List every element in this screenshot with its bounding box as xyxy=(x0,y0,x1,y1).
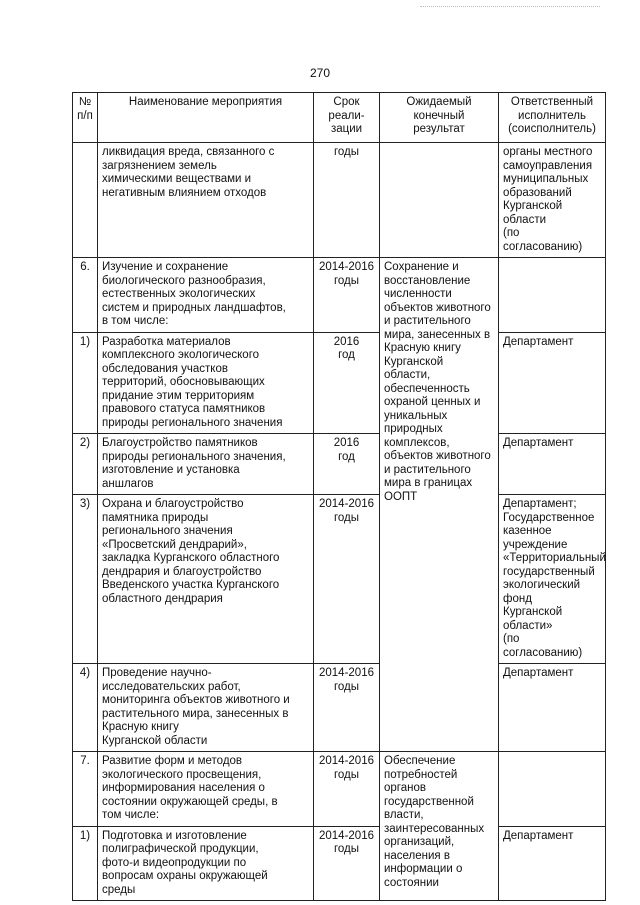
row-name: Охрана и благоустройство памятника природы регионального значения «Просветский дендрарий», закладка Курганского областного дендрария и благоустройство Введенского участка Курганского областного дендрария xyxy=(98,495,314,664)
row-executor: Департамент xyxy=(499,434,606,495)
row-result: Сохранение и восстановление численности объектов животного и растительного мира, занесенных в Красную книгу Курганской области, обеспеченность охраной ценных и уникальных природных комплексов, объектов животного и растительного мира в границах ООПТ xyxy=(380,258,499,752)
row-num: 2) xyxy=(73,434,98,495)
row-term: 2014-2016 годы xyxy=(314,664,380,752)
table-row xyxy=(73,258,606,333)
row-executor: органы местного самоуправления муниципальных образований Курганской области (по согласованию) xyxy=(499,143,606,258)
row-term: 2014-2016 годы xyxy=(314,826,380,901)
header-result: Ожидаемый конечный результат xyxy=(380,93,499,143)
row-name: Проведение научно- исследовательских работ, мониторинга объектов животного и растительного мира, занесенных в Красную книгу Курганской области xyxy=(98,664,314,752)
header-executor: Ответственный исполнитель (соисполнитель) xyxy=(499,93,606,143)
row-num: 7. xyxy=(73,752,98,827)
scan-artifact xyxy=(420,6,600,10)
row-executor: Департамент xyxy=(499,826,606,901)
table-row xyxy=(73,143,606,258)
table-row xyxy=(73,495,606,664)
page-number: 270 xyxy=(309,66,331,80)
row-name: Благоустройство памятников природы регионального значения, изготовление и установка аншлагов xyxy=(98,434,314,495)
row-term: 2016 год xyxy=(314,434,380,495)
row-term: годы xyxy=(314,143,380,258)
row-name: Развитие форм и методов экологического просвещения, информирования населения о состоянии окружающей среды, в том числе: xyxy=(98,752,314,827)
row-name: Изучение и сохранение биологического разнообразия, естественных экологических систем и природных ландшафтов, в том числе: xyxy=(98,258,314,333)
row-term: 2014-2016 годы xyxy=(314,752,380,827)
row-name: Подготовка и изготовление полиграфической продукции, фото-и видеопродукции по вопросам охраны окружающей среды xyxy=(98,826,314,901)
row-num: 1) xyxy=(73,826,98,901)
header-term: Срок реали- зации xyxy=(314,93,380,143)
row-result: Обеспечение потребностей органов государственной власти, заинтересованных организаций, населения в информации о состоянии xyxy=(380,752,499,901)
table-row xyxy=(73,664,606,752)
row-executor xyxy=(499,258,606,333)
row-num: 1) xyxy=(73,332,98,434)
measures-table xyxy=(72,92,606,901)
row-num: 6. xyxy=(73,258,98,333)
table-header-row xyxy=(73,93,606,143)
row-executor: Департамент xyxy=(499,664,606,752)
table-row xyxy=(73,434,606,495)
row-num: 3) xyxy=(73,495,98,664)
row-num xyxy=(73,143,98,258)
row-result xyxy=(380,143,499,258)
table-row xyxy=(73,752,606,827)
row-num: 4) xyxy=(73,664,98,752)
row-term: 2014-2016 годы xyxy=(314,495,380,664)
table-row xyxy=(73,826,606,901)
row-executor: Департамент; Государственное казенное учреждение «Территориальный государственный экологический фонд Курганской области» (по согласованию) xyxy=(499,495,606,664)
header-name: Наименование мероприятия xyxy=(98,93,314,143)
row-executor xyxy=(499,752,606,827)
header-num: № п/п xyxy=(73,93,98,143)
table-row xyxy=(73,332,606,434)
row-name: ликвидация вреда, связанного с загрязнением земель химическими веществами и негативным влиянием отходов xyxy=(98,143,314,258)
row-term: 2016 год xyxy=(314,332,380,434)
row-executor: Департамент xyxy=(499,332,606,434)
row-term: 2014-2016 годы xyxy=(314,258,380,333)
row-name: Разработка материалов комплексного экологического обследования участков территорий, обосновывающих придание этим территориям правового статуса памятников природы регионального значения xyxy=(98,332,314,434)
